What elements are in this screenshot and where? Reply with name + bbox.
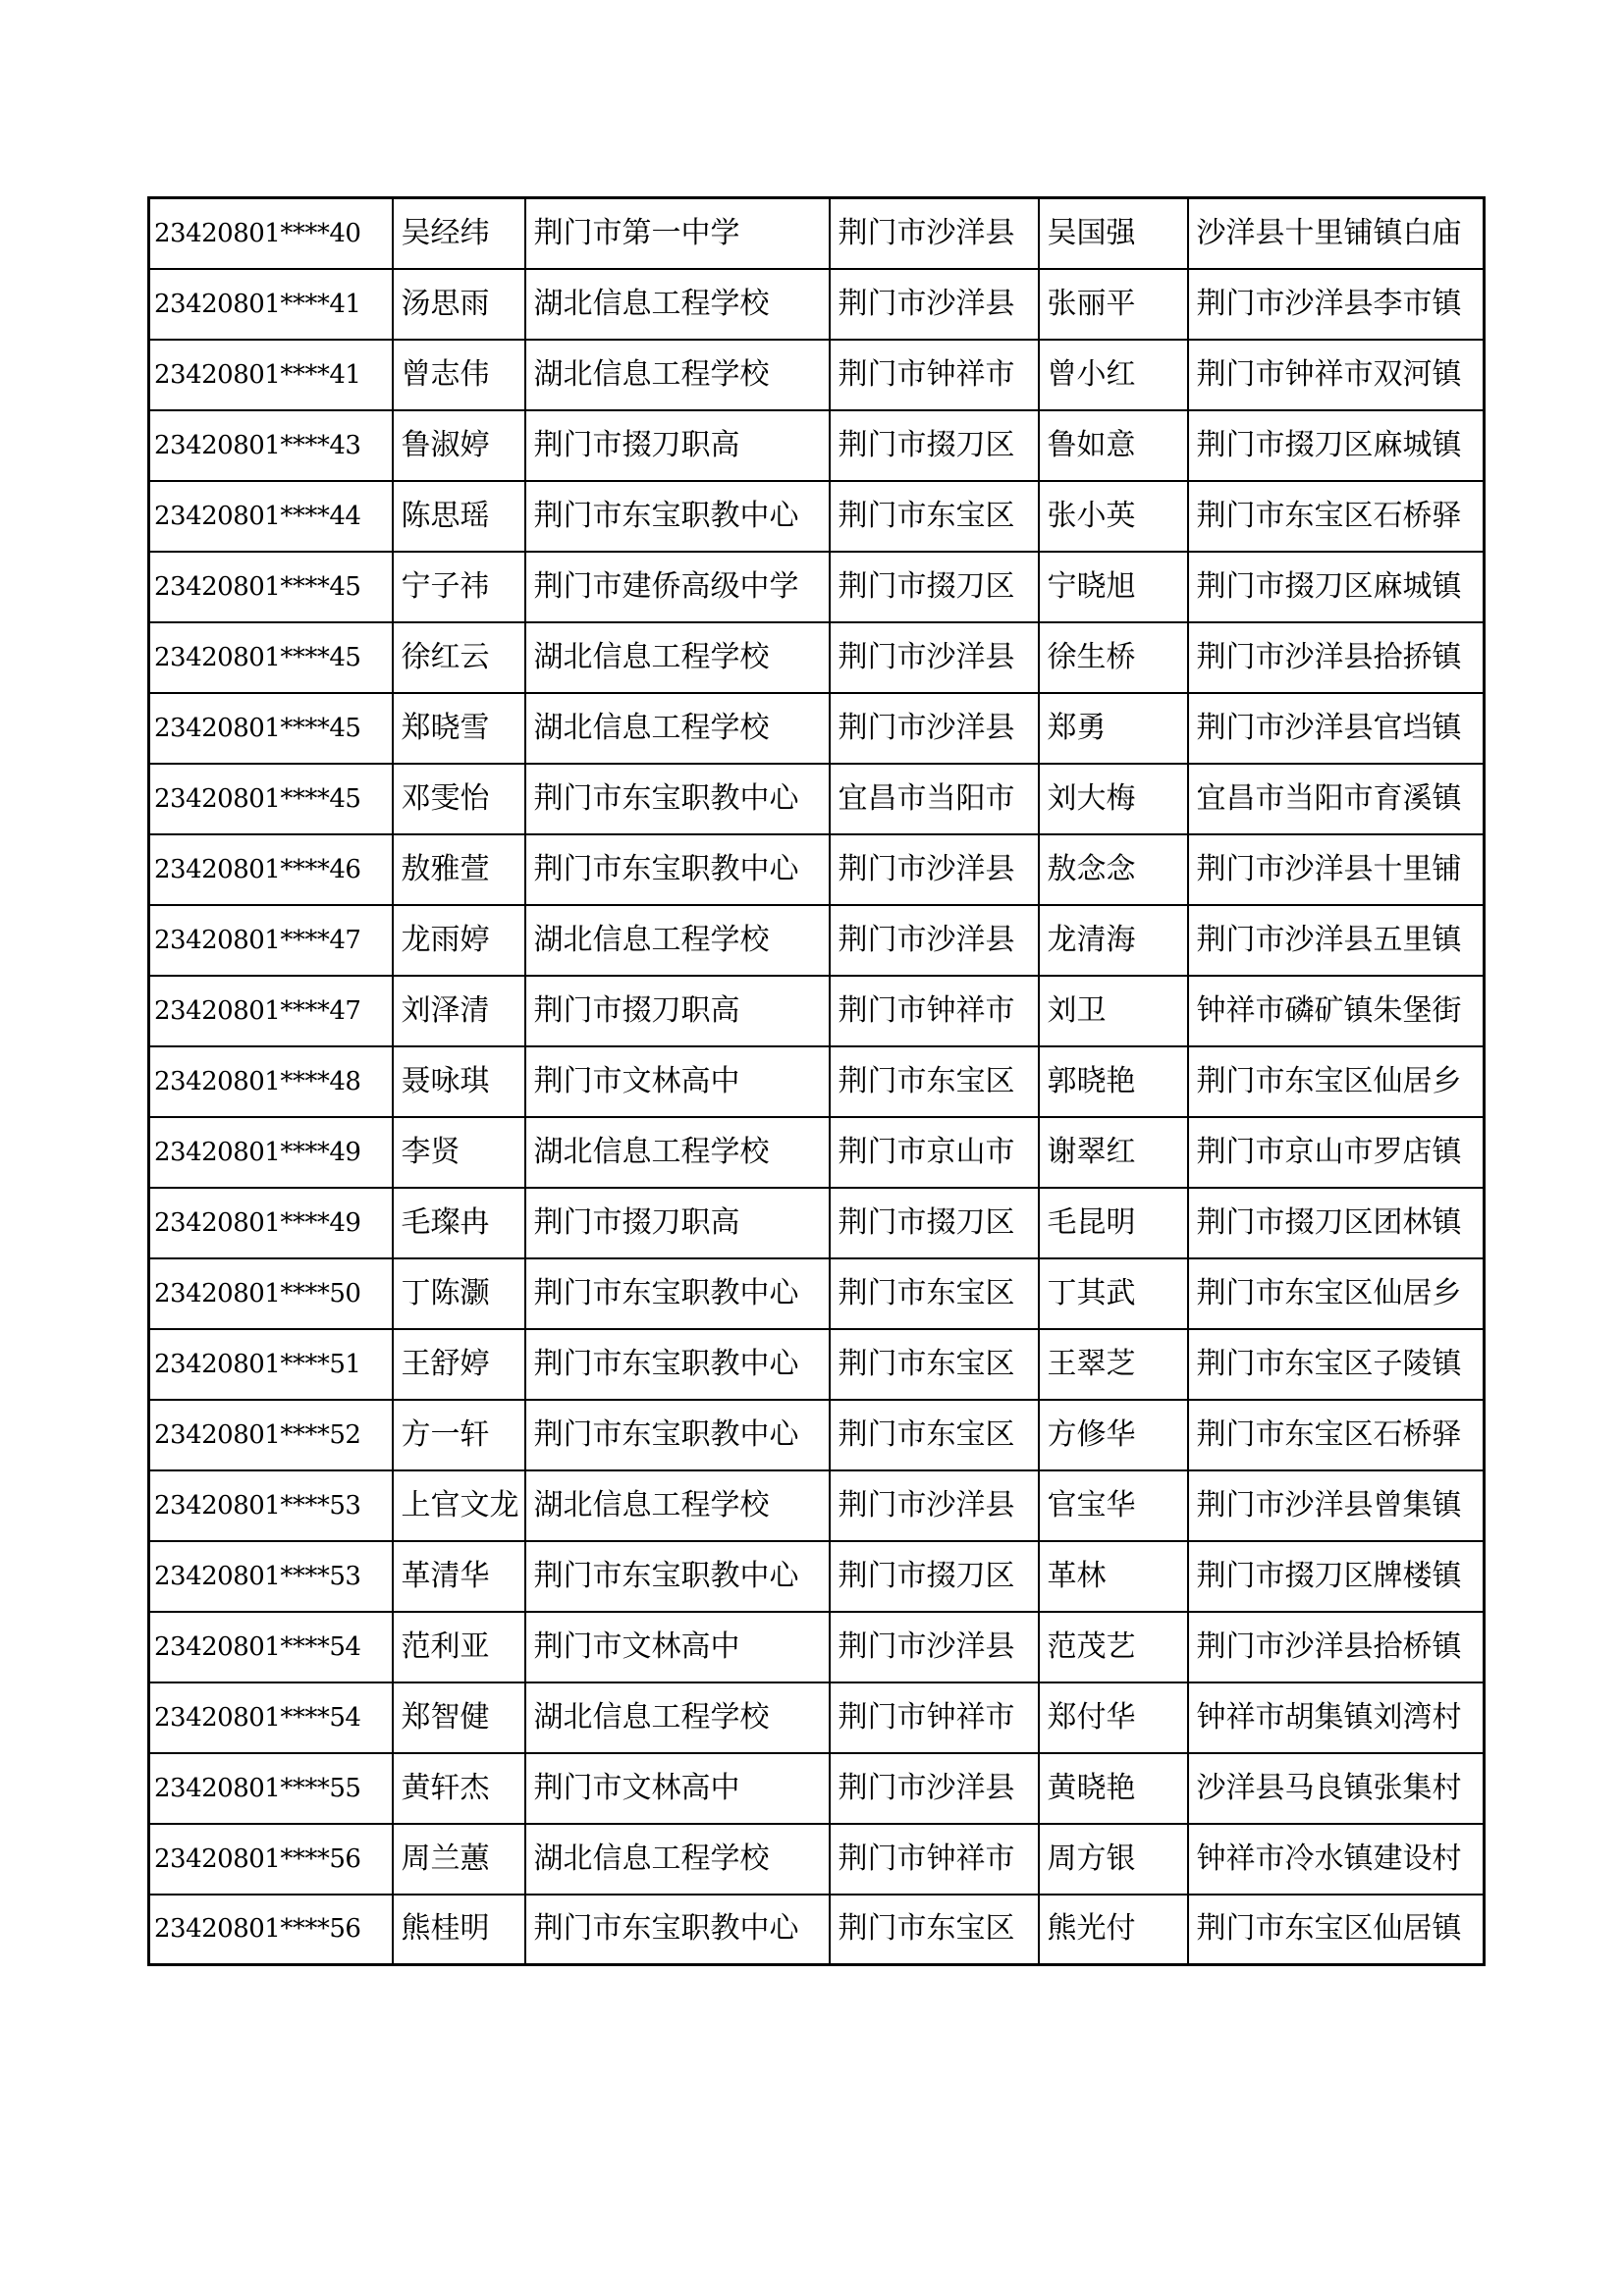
region-cell: 荆门市东宝区 xyxy=(830,1400,1039,1470)
guardian-name-cell: 龙清海 xyxy=(1039,905,1188,976)
address-cell: 荆门市东宝区仙居镇 xyxy=(1188,1895,1485,1965)
student-id-cell: 23420801****54 xyxy=(149,1612,393,1682)
region-cell: 荆门市钟祥市 xyxy=(830,1824,1039,1895)
student-id-cell: 23420801****48 xyxy=(149,1046,393,1117)
guardian-name-cell: 张小英 xyxy=(1039,481,1188,552)
region-cell: 荆门市沙洋县 xyxy=(830,622,1039,693)
guardian-name-cell: 鲁如意 xyxy=(1039,410,1188,481)
school-cell: 湖北信息工程学校 xyxy=(525,693,830,764)
school-cell: 荆门市文林高中 xyxy=(525,1046,830,1117)
guardian-name-cell: 刘卫 xyxy=(1039,976,1188,1046)
table-row xyxy=(149,905,1485,976)
address-cell: 荆门市东宝区子陵镇 xyxy=(1188,1329,1485,1400)
table-row xyxy=(149,764,1485,834)
student-id-cell: 23420801****47 xyxy=(149,905,393,976)
student-name-cell: 周兰蕙 xyxy=(393,1824,525,1895)
region-cell: 荆门市沙洋县 xyxy=(830,1470,1039,1541)
address-cell: 荆门市京山市罗店镇 xyxy=(1188,1117,1485,1188)
student-id-cell: 23420801****45 xyxy=(149,552,393,622)
school-cell: 荆门市第一中学 xyxy=(525,198,830,269)
guardian-name-cell: 方修华 xyxy=(1039,1400,1188,1470)
student-name-cell: 范利亚 xyxy=(393,1612,525,1682)
region-cell: 荆门市东宝区 xyxy=(830,1258,1039,1329)
address-cell: 荆门市东宝区仙居乡 xyxy=(1188,1258,1485,1329)
address-cell: 荆门市掇刀区团林镇 xyxy=(1188,1188,1485,1258)
student-id-cell: 23420801****43 xyxy=(149,410,393,481)
guardian-name-cell: 周方银 xyxy=(1039,1824,1188,1895)
school-cell: 湖北信息工程学校 xyxy=(525,1682,830,1753)
region-cell: 荆门市掇刀区 xyxy=(830,1541,1039,1612)
table-row xyxy=(149,1258,1485,1329)
address-cell: 荆门市东宝区石桥驿 xyxy=(1188,1400,1485,1470)
guardian-name-cell: 黄晓艳 xyxy=(1039,1753,1188,1824)
student-id-cell: 23420801****41 xyxy=(149,269,393,340)
region-cell: 荆门市沙洋县 xyxy=(830,198,1039,269)
region-cell: 荆门市东宝区 xyxy=(830,1046,1039,1117)
student-id-cell: 23420801****41 xyxy=(149,340,393,410)
guardian-name-cell: 郭晓艳 xyxy=(1039,1046,1188,1117)
school-cell: 荆门市东宝职教中心 xyxy=(525,481,830,552)
school-cell: 湖北信息工程学校 xyxy=(525,340,830,410)
guardian-name-cell: 吴国强 xyxy=(1039,198,1188,269)
student-name-cell: 汤思雨 xyxy=(393,269,525,340)
school-cell: 荆门市东宝职教中心 xyxy=(525,764,830,834)
school-cell: 荆门市掇刀职高 xyxy=(525,410,830,481)
student-id-cell: 23420801****47 xyxy=(149,976,393,1046)
address-cell: 荆门市掇刀区麻城镇 xyxy=(1188,552,1485,622)
school-cell: 荆门市东宝职教中心 xyxy=(525,1258,830,1329)
region-cell: 荆门市沙洋县 xyxy=(830,269,1039,340)
student-id-cell: 23420801****40 xyxy=(149,198,393,269)
guardian-name-cell: 官宝华 xyxy=(1039,1470,1188,1541)
student-id-cell: 23420801****55 xyxy=(149,1753,393,1824)
address-cell: 荆门市沙洋县曾集镇 xyxy=(1188,1470,1485,1541)
guardian-name-cell: 郑付华 xyxy=(1039,1682,1188,1753)
school-cell: 荆门市建侨高级中学 xyxy=(525,552,830,622)
student-name-cell: 熊桂明 xyxy=(393,1895,525,1965)
table-row xyxy=(149,1329,1485,1400)
school-cell: 荆门市文林高中 xyxy=(525,1612,830,1682)
region-cell: 荆门市沙洋县 xyxy=(830,834,1039,905)
school-cell: 荆门市东宝职教中心 xyxy=(525,1329,830,1400)
student-id-cell: 23420801****45 xyxy=(149,622,393,693)
student-name-cell: 曾志伟 xyxy=(393,340,525,410)
student-id-cell: 23420801****53 xyxy=(149,1541,393,1612)
student-name-cell: 郑晓雪 xyxy=(393,693,525,764)
address-cell: 荆门市沙洋县十里铺 xyxy=(1188,834,1485,905)
school-cell: 湖北信息工程学校 xyxy=(525,622,830,693)
region-cell: 荆门市钟祥市 xyxy=(830,976,1039,1046)
student-name-cell: 黄轩杰 xyxy=(393,1753,525,1824)
address-cell: 荆门市沙洋县五里镇 xyxy=(1188,905,1485,976)
student-roster-table xyxy=(147,196,1486,1966)
table-row xyxy=(149,976,1485,1046)
table-row xyxy=(149,1117,1485,1188)
region-cell: 荆门市京山市 xyxy=(830,1117,1039,1188)
student-name-cell: 李贤 xyxy=(393,1117,525,1188)
student-name-cell: 聂咏琪 xyxy=(393,1046,525,1117)
address-cell: 荆门市掇刀区牌楼镇 xyxy=(1188,1541,1485,1612)
school-cell: 湖北信息工程学校 xyxy=(525,1824,830,1895)
school-cell: 荆门市掇刀职高 xyxy=(525,1188,830,1258)
student-id-cell: 23420801****45 xyxy=(149,693,393,764)
address-cell: 荆门市沙洋县拾挢镇 xyxy=(1188,622,1485,693)
region-cell: 荆门市沙洋县 xyxy=(830,1753,1039,1824)
table-row xyxy=(149,1612,1485,1682)
region-cell: 荆门市掇刀区 xyxy=(830,1188,1039,1258)
student-id-cell: 23420801****44 xyxy=(149,481,393,552)
table-row xyxy=(149,693,1485,764)
student-name-cell: 王舒婷 xyxy=(393,1329,525,1400)
table-row xyxy=(149,1824,1485,1895)
table-row xyxy=(149,1400,1485,1470)
table-row xyxy=(149,340,1485,410)
table-row xyxy=(149,622,1485,693)
student-id-cell: 23420801****49 xyxy=(149,1117,393,1188)
school-cell: 荆门市掇刀职高 xyxy=(525,976,830,1046)
table-row xyxy=(149,1753,1485,1824)
address-cell: 沙洋县马良镇张集村 xyxy=(1188,1753,1485,1824)
table-row xyxy=(149,834,1485,905)
guardian-name-cell: 张丽平 xyxy=(1039,269,1188,340)
address-cell: 荆门市沙洋县拾桥镇 xyxy=(1188,1612,1485,1682)
school-cell: 荆门市东宝职教中心 xyxy=(525,834,830,905)
guardian-name-cell: 谢翠红 xyxy=(1039,1117,1188,1188)
school-cell: 荆门市东宝职教中心 xyxy=(525,1895,830,1965)
table-row xyxy=(149,1895,1485,1965)
guardian-name-cell: 曾小红 xyxy=(1039,340,1188,410)
region-cell: 荆门市掇刀区 xyxy=(830,410,1039,481)
address-cell: 荆门市掇刀区麻城镇 xyxy=(1188,410,1485,481)
student-name-cell: 鲁淑婷 xyxy=(393,410,525,481)
roster-body xyxy=(149,198,1485,1965)
table-row xyxy=(149,198,1485,269)
student-id-cell: 23420801****54 xyxy=(149,1682,393,1753)
region-cell: 宜昌市当阳市 xyxy=(830,764,1039,834)
student-id-cell: 23420801****52 xyxy=(149,1400,393,1470)
school-cell: 荆门市东宝职教中心 xyxy=(525,1400,830,1470)
address-cell: 钟祥市磷矿镇朱堡街 xyxy=(1188,976,1485,1046)
guardian-name-cell: 徐生桥 xyxy=(1039,622,1188,693)
region-cell: 荆门市东宝区 xyxy=(830,1329,1039,1400)
table-row xyxy=(149,552,1485,622)
guardian-name-cell: 敖念念 xyxy=(1039,834,1188,905)
student-id-cell: 23420801****45 xyxy=(149,764,393,834)
student-name-cell: 宁子祎 xyxy=(393,552,525,622)
student-id-cell: 23420801****56 xyxy=(149,1895,393,1965)
school-cell: 湖北信息工程学校 xyxy=(525,1117,830,1188)
region-cell: 荆门市沙洋县 xyxy=(830,693,1039,764)
guardian-name-cell: 革林 xyxy=(1039,1541,1188,1612)
school-cell: 湖北信息工程学校 xyxy=(525,269,830,340)
address-cell: 荆门市沙洋县官垱镇 xyxy=(1188,693,1485,764)
address-cell: 荆门市东宝区石桥驿 xyxy=(1188,481,1485,552)
student-name-cell: 陈思瑶 xyxy=(393,481,525,552)
school-cell: 湖北信息工程学校 xyxy=(525,1470,830,1541)
student-name-cell: 刘泽清 xyxy=(393,976,525,1046)
student-name-cell: 毛璨冉 xyxy=(393,1188,525,1258)
region-cell: 荆门市掇刀区 xyxy=(830,552,1039,622)
address-cell: 荆门市沙洋县李市镇 xyxy=(1188,269,1485,340)
table-row xyxy=(149,1470,1485,1541)
table-row xyxy=(149,481,1485,552)
school-cell: 荆门市文林高中 xyxy=(525,1753,830,1824)
student-id-cell: 23420801****49 xyxy=(149,1188,393,1258)
address-cell: 钟祥市胡集镇刘湾村 xyxy=(1188,1682,1485,1753)
student-name-cell: 龙雨婷 xyxy=(393,905,525,976)
address-cell: 荆门市钟祥市双河镇 xyxy=(1188,340,1485,410)
school-cell: 湖北信息工程学校 xyxy=(525,905,830,976)
guardian-name-cell: 郑勇 xyxy=(1039,693,1188,764)
student-name-cell: 郑智健 xyxy=(393,1682,525,1753)
guardian-name-cell: 毛昆明 xyxy=(1039,1188,1188,1258)
region-cell: 荆门市东宝区 xyxy=(830,481,1039,552)
guardian-name-cell: 宁晓旭 xyxy=(1039,552,1188,622)
table-row xyxy=(149,269,1485,340)
guardian-name-cell: 丁其武 xyxy=(1039,1258,1188,1329)
guardian-name-cell: 熊光付 xyxy=(1039,1895,1188,1965)
address-cell: 宜昌市当阳市育溪镇 xyxy=(1188,764,1485,834)
table-row xyxy=(149,1541,1485,1612)
student-name-cell: 徐红云 xyxy=(393,622,525,693)
student-id-cell: 23420801****53 xyxy=(149,1470,393,1541)
address-cell: 荆门市东宝区仙居乡 xyxy=(1188,1046,1485,1117)
student-name-cell: 敖雅萱 xyxy=(393,834,525,905)
student-id-cell: 23420801****50 xyxy=(149,1258,393,1329)
table-row xyxy=(149,1682,1485,1753)
address-cell: 钟祥市冷水镇建设村 xyxy=(1188,1824,1485,1895)
student-id-cell: 23420801****51 xyxy=(149,1329,393,1400)
region-cell: 荆门市钟祥市 xyxy=(830,1682,1039,1753)
student-name-cell: 邓雯怡 xyxy=(393,764,525,834)
table-row xyxy=(149,410,1485,481)
student-id-cell: 23420801****56 xyxy=(149,1824,393,1895)
student-name-cell: 丁陈灏 xyxy=(393,1258,525,1329)
student-name-cell: 上官文龙 xyxy=(393,1470,525,1541)
table-row xyxy=(149,1188,1485,1258)
guardian-name-cell: 范茂艺 xyxy=(1039,1612,1188,1682)
student-name-cell: 方一轩 xyxy=(393,1400,525,1470)
address-cell: 沙洋县十里铺镇白庙 xyxy=(1188,198,1485,269)
region-cell: 荆门市沙洋县 xyxy=(830,1612,1039,1682)
guardian-name-cell: 王翠芝 xyxy=(1039,1329,1188,1400)
guardian-name-cell: 刘大梅 xyxy=(1039,764,1188,834)
region-cell: 荆门市钟祥市 xyxy=(830,340,1039,410)
student-id-cell: 23420801****46 xyxy=(149,834,393,905)
region-cell: 荆门市沙洋县 xyxy=(830,905,1039,976)
school-cell: 荆门市东宝职教中心 xyxy=(525,1541,830,1612)
table-row xyxy=(149,1046,1485,1117)
student-name-cell: 吴经纬 xyxy=(393,198,525,269)
student-name-cell: 革清华 xyxy=(393,1541,525,1612)
region-cell: 荆门市东宝区 xyxy=(830,1895,1039,1965)
